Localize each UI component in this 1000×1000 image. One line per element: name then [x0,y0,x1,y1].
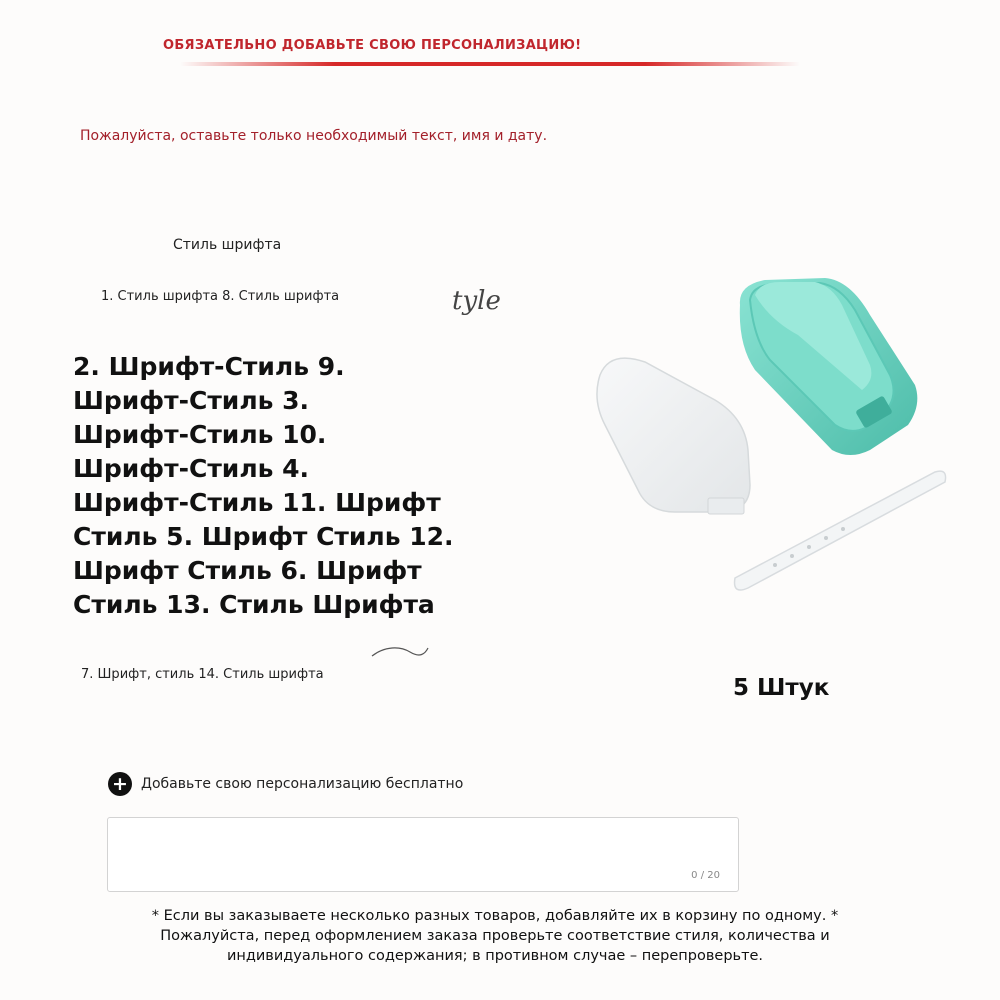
popsicle-stick [735,471,946,590]
banner-divider [180,62,800,66]
popsicle-mold-image [570,250,960,610]
character-counter: 0 / 20 [691,870,720,881]
mold-body [740,278,918,455]
font-style-line: Шрифт-Стиль 3. [73,386,310,415]
font-style-line: Стиль 5. Шрифт Стиль 12. [73,522,454,551]
font-style-list [73,350,493,622]
decorative-swash-icon [370,642,430,662]
font-style-line: Шрифт-Стиль 4. [73,454,310,483]
order-notice [95,906,895,966]
subtitle: Пожалуйста, оставьте только необходимый текст, имя и дату. [80,128,548,144]
font-style-heading: Стиль шрифта [173,237,282,253]
personalization-input[interactable] [107,817,739,892]
quantity-label: 5 Штук [733,675,830,701]
font-style-line: Шрифт-Стиль 10. [73,420,327,449]
banner-title: ОБЯЗАТЕЛЬНО ДОБАВЬТЕ СВОЮ ПЕРСОНАЛИЗАЦИЮ! [163,38,582,53]
font-style-row-7: 7. Шрифт, стиль 14. Стиль шрифта [81,667,324,682]
font-style-line: 2. Шрифт-Стиль 9. [73,352,345,381]
notice-line: Пожалуйста, перед оформлением заказа проверьте соответствие стиля, количества и [160,928,830,944]
font-style-line: Стиль 13. Стиль Шрифта [73,590,435,619]
font-style-line: Шрифт Стиль 6. Шрифт [73,556,422,585]
mold-lid [597,358,750,514]
add-personalization-row[interactable] [108,772,463,796]
script-font-sample: tyle [452,286,501,316]
plus-icon[interactable]: + [108,772,132,796]
font-style-row-1: 1. Стиль шрифта 8. Стиль шрифта [101,289,340,304]
notice-line: * Если вы заказываете несколько разных товаров, добавляйте их в корзину по одному. * [151,908,839,924]
add-personalization-label: Добавьте свою персонализацию бесплатно [141,776,464,792]
font-style-line: Шрифт-Стиль 11. Шрифт [73,488,441,517]
notice-line: индивидуального содержания; в противном случае – перепроверьте. [226,948,764,964]
